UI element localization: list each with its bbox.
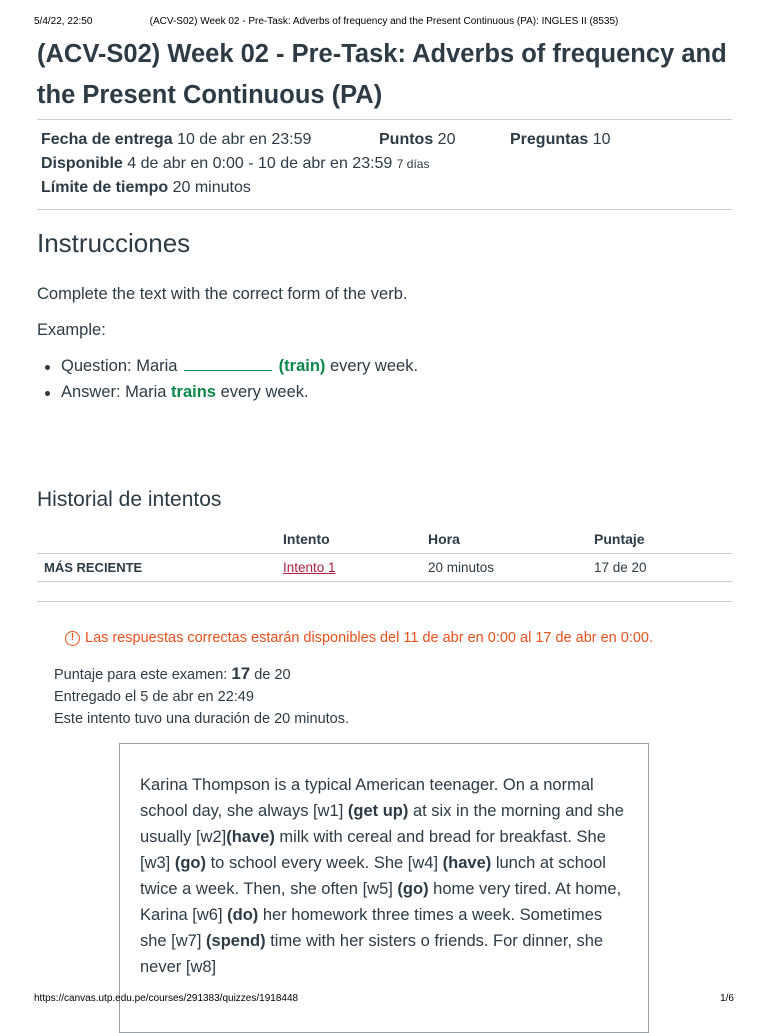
exclamation-circle-icon: !	[65, 631, 80, 646]
column-header-attempt: Intento	[283, 531, 330, 547]
available-label: Disponible	[41, 155, 123, 172]
column-header-score: Puntaje	[594, 531, 645, 547]
example-answer: Answer: Maria trains every week.	[43, 381, 418, 407]
divider	[37, 601, 732, 602]
available-days: 7 días	[396, 157, 430, 171]
answers-availability-alert	[65, 630, 653, 646]
attempt-time: 20 minutos	[428, 560, 495, 575]
question-text-segment: lunch at school twice a week. Then, she often [w5]	[140, 854, 606, 898]
time-limit-label: Límite de tiempo	[41, 179, 169, 196]
time-limit-value: 20 minutos	[172, 179, 251, 196]
print-footer	[34, 993, 734, 1007]
score-of: de 20	[254, 667, 291, 683]
question-text-segment: her homework three times a week. Sometimes she [w7]	[140, 906, 603, 950]
attempt-score: 17 de 20	[594, 560, 647, 575]
questions-label: Preguntas	[510, 131, 589, 148]
question-text-segment: time with her sisters o friends. For dinner, she never [w8]	[140, 932, 604, 976]
example-verb: (train)	[278, 357, 326, 375]
score-value: 17	[231, 664, 251, 683]
availability	[41, 155, 429, 173]
example-question: Question: Maria (train) every week.	[43, 355, 418, 381]
print-header	[34, 16, 734, 30]
print-url: https://canvas.utp.edu.pe/courses/291383/quizzes/1918448	[34, 993, 299, 1004]
exam-score	[54, 664, 291, 684]
most-recent-label: MÁS RECIENTE	[44, 560, 143, 575]
alert-text: Las respuestas correctas estarán disponibles del 11 de abr en 0:00 al 17 de abr en 0:00.	[85, 630, 654, 646]
due-date	[41, 131, 311, 149]
verb-prompt: (go)	[174, 854, 207, 872]
print-page-title: (ACV-S02) Week 02 - Pre-Task: Adverbs of frequency and the Present Continuous (PA): INGLES II (8535)	[149, 16, 619, 27]
table-header-divider	[37, 553, 732, 554]
points-label: Puntos	[379, 131, 434, 148]
questions	[510, 131, 611, 149]
example-list	[43, 355, 418, 407]
question-box	[119, 743, 649, 1033]
questions-value: 10	[592, 131, 611, 148]
due-value: 10 de abr en 23:59	[177, 131, 312, 148]
print-timestamp: 5/4/22, 22:50	[34, 16, 93, 27]
answer-blank	[184, 356, 272, 371]
verb-prompt: (go)	[397, 880, 429, 898]
attempts-heading: Historial de intentos	[37, 488, 222, 511]
points	[379, 131, 455, 149]
attempt-link[interactable]: Intento 1	[283, 560, 336, 575]
divider	[37, 209, 732, 210]
divider	[37, 119, 732, 120]
points-value: 20	[437, 131, 456, 148]
question-text-segment: Karina Thompson is a typical American teenager. On a normal school day, she always [w1]	[140, 776, 594, 820]
instructions-heading: Instrucciones	[37, 228, 191, 258]
question-text-segment: home very tired. At home, Karina [w6]	[140, 880, 622, 924]
page-number: 1/6	[720, 993, 734, 1004]
attempt-link-cell	[283, 560, 336, 575]
time-limit	[41, 179, 251, 197]
verb-prompt: (spend)	[206, 932, 266, 950]
quiz-title: (ACV-S02) Week 02 - Pre-Task: Adverbs of frequency and the Present Continuous (PA)	[37, 40, 727, 109]
example-answer-verb: trains	[171, 383, 216, 401]
table-row-divider	[37, 581, 732, 582]
verb-prompt: (get up)	[347, 802, 409, 820]
submitted-date: Entregado el 5 de abr en 22:49	[54, 689, 254, 705]
question-text	[140, 772, 630, 980]
example-label: Example:	[37, 321, 106, 339]
available-value: 4 de abr en 0:00 - 10 de abr en 23:59	[127, 155, 393, 172]
verb-prompt: (have)	[442, 854, 492, 872]
question-text-segment: to school every week. She [w4]	[206, 854, 443, 872]
verb-prompt: (do)	[227, 906, 259, 924]
verb-prompt: (have)	[226, 828, 275, 846]
attempt-duration: Este intento tuvo una duración de 20 minutos.	[54, 711, 350, 727]
score-label: Puntaje para este examen:	[54, 667, 228, 683]
instructions-text: Complete the text with the correct form of the verb.	[37, 285, 408, 303]
question-text-segment: milk with cereal and bread for breakfast. She [w3]	[140, 828, 606, 872]
column-header-time: Hora	[428, 531, 460, 547]
due-label: Fecha de entrega	[41, 131, 173, 148]
question-text-segment: at six in the morning and she usually [w2]	[140, 802, 624, 846]
